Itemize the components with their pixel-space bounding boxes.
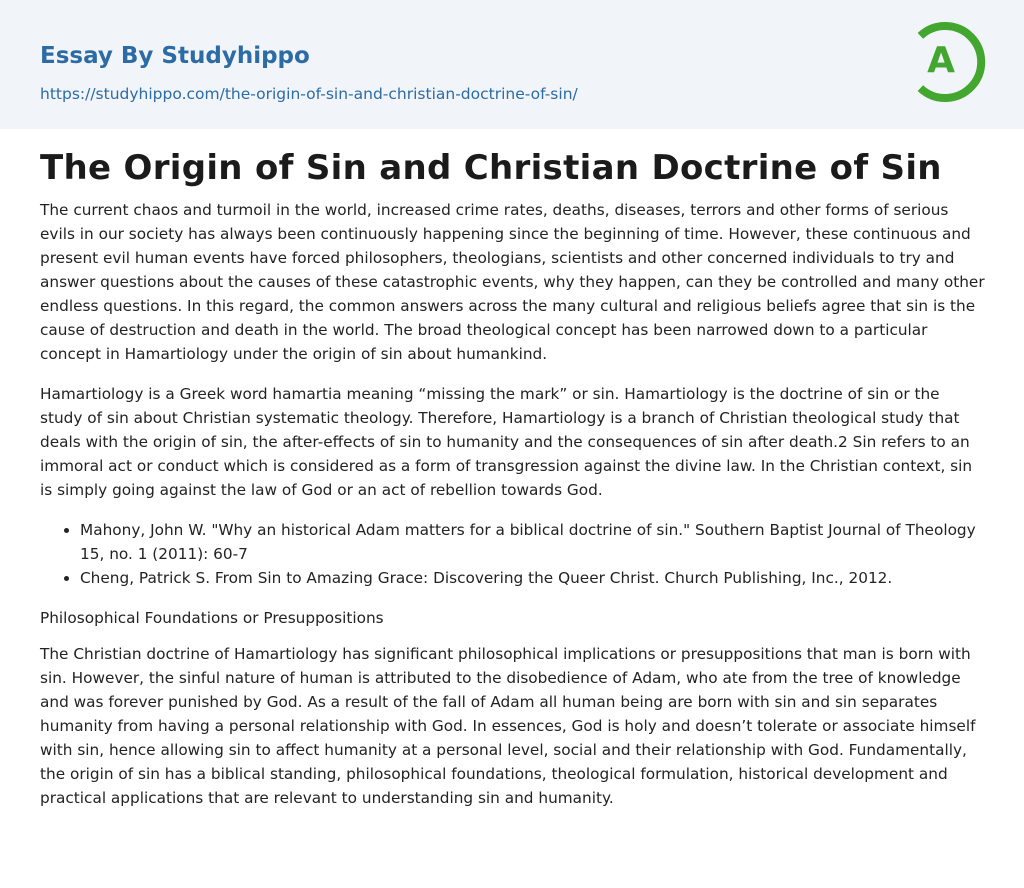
site-header [0, 0, 1024, 129]
circle-arc-logo-icon[interactable] [908, 18, 988, 106]
article-body [40, 144, 986, 810]
article-title: The Origin of Sin and Christian Doctrine of Sin [40, 148, 942, 188]
article-paragraph-3: The Christian doctrine of Hamartiology has significant philosophical implications or presuppositions that man is born with sin. However, the sinful nature of human is attributed to the disobedience of Adam, who ate from the tree of knowledge and was forever punished by God. As a result of the fall of Adam all human being are born with sin and sin separates humanity from having a personal relationship with God. In essences, God is holy and doesn’t tolerate or associate himself with sin, hence allowing sin to affect humanity at a personal level, social and their relationship with God. Fundamentally, the origin of sin has a biblical standing, philosophical foundations, theological formulation, historical development and practical applications that are relevant to understanding sin and humanity. [40, 645, 976, 807]
logo-letter: A [927, 40, 955, 81]
article-paragraph-2: Hamartiology is a Greek word hamartia meaning “missing the mark” or sin. Hamartiology is the doctrine of sin or the study of sin about Christian systematic theology. Therefore, Hamartiology is a branch of Christian theological study that deals with the origin of sin, the after-effects of sin to humanity and the consequences of sin after death.2 Sin refers to an immoral act or conduct which is considered as a form of transgression against the divine law. In the Christian context, sin is simply going against the law of God or an act of rebellion towards God. [40, 385, 973, 499]
reference-item: • Cheng, Patrick S. From Sin to Amazing Grace: Discovering the Queer Christ. Church Publishing, Inc., 2012. [80, 566, 986, 590]
article-url-link[interactable]: https://studyhippo.com/the-origin-of-sin-and-christian-doctrine-of-sin/ [40, 85, 578, 103]
section-subheading: Philosophical Foundations or Presuppositions [40, 609, 384, 627]
reference-list [40, 518, 986, 590]
article-paragraph-1: The current chaos and turmoil in the world, increased crime rates, deaths, diseases, terrors and other forms of serious evils in our society has always been continuously happening since the beginning of time. However, these continuous and present evil human events have forced philosophers, theologians, scientists and other concerned individuals to try and answer questions about the causes of these catastrophic events, why they happen, can they be controlled and many other endless questions. In this regard, the common answers across the many cultural and religious beliefs agree that sin is the cause of destruction and death in the world. The broad theological concept has been narrowed down to a particular concept in Hamartiology under the origin of sin about humankind. [40, 201, 985, 363]
site-brand-title[interactable]: Essay By Studyhippo [40, 43, 310, 69]
reference-item: • Mahony, John W. "Why an historical Adam matters for a biblical doctrine of sin." Southern Baptist Journal of Theology 15, no. 1 (2011): 60-7 [80, 518, 986, 566]
